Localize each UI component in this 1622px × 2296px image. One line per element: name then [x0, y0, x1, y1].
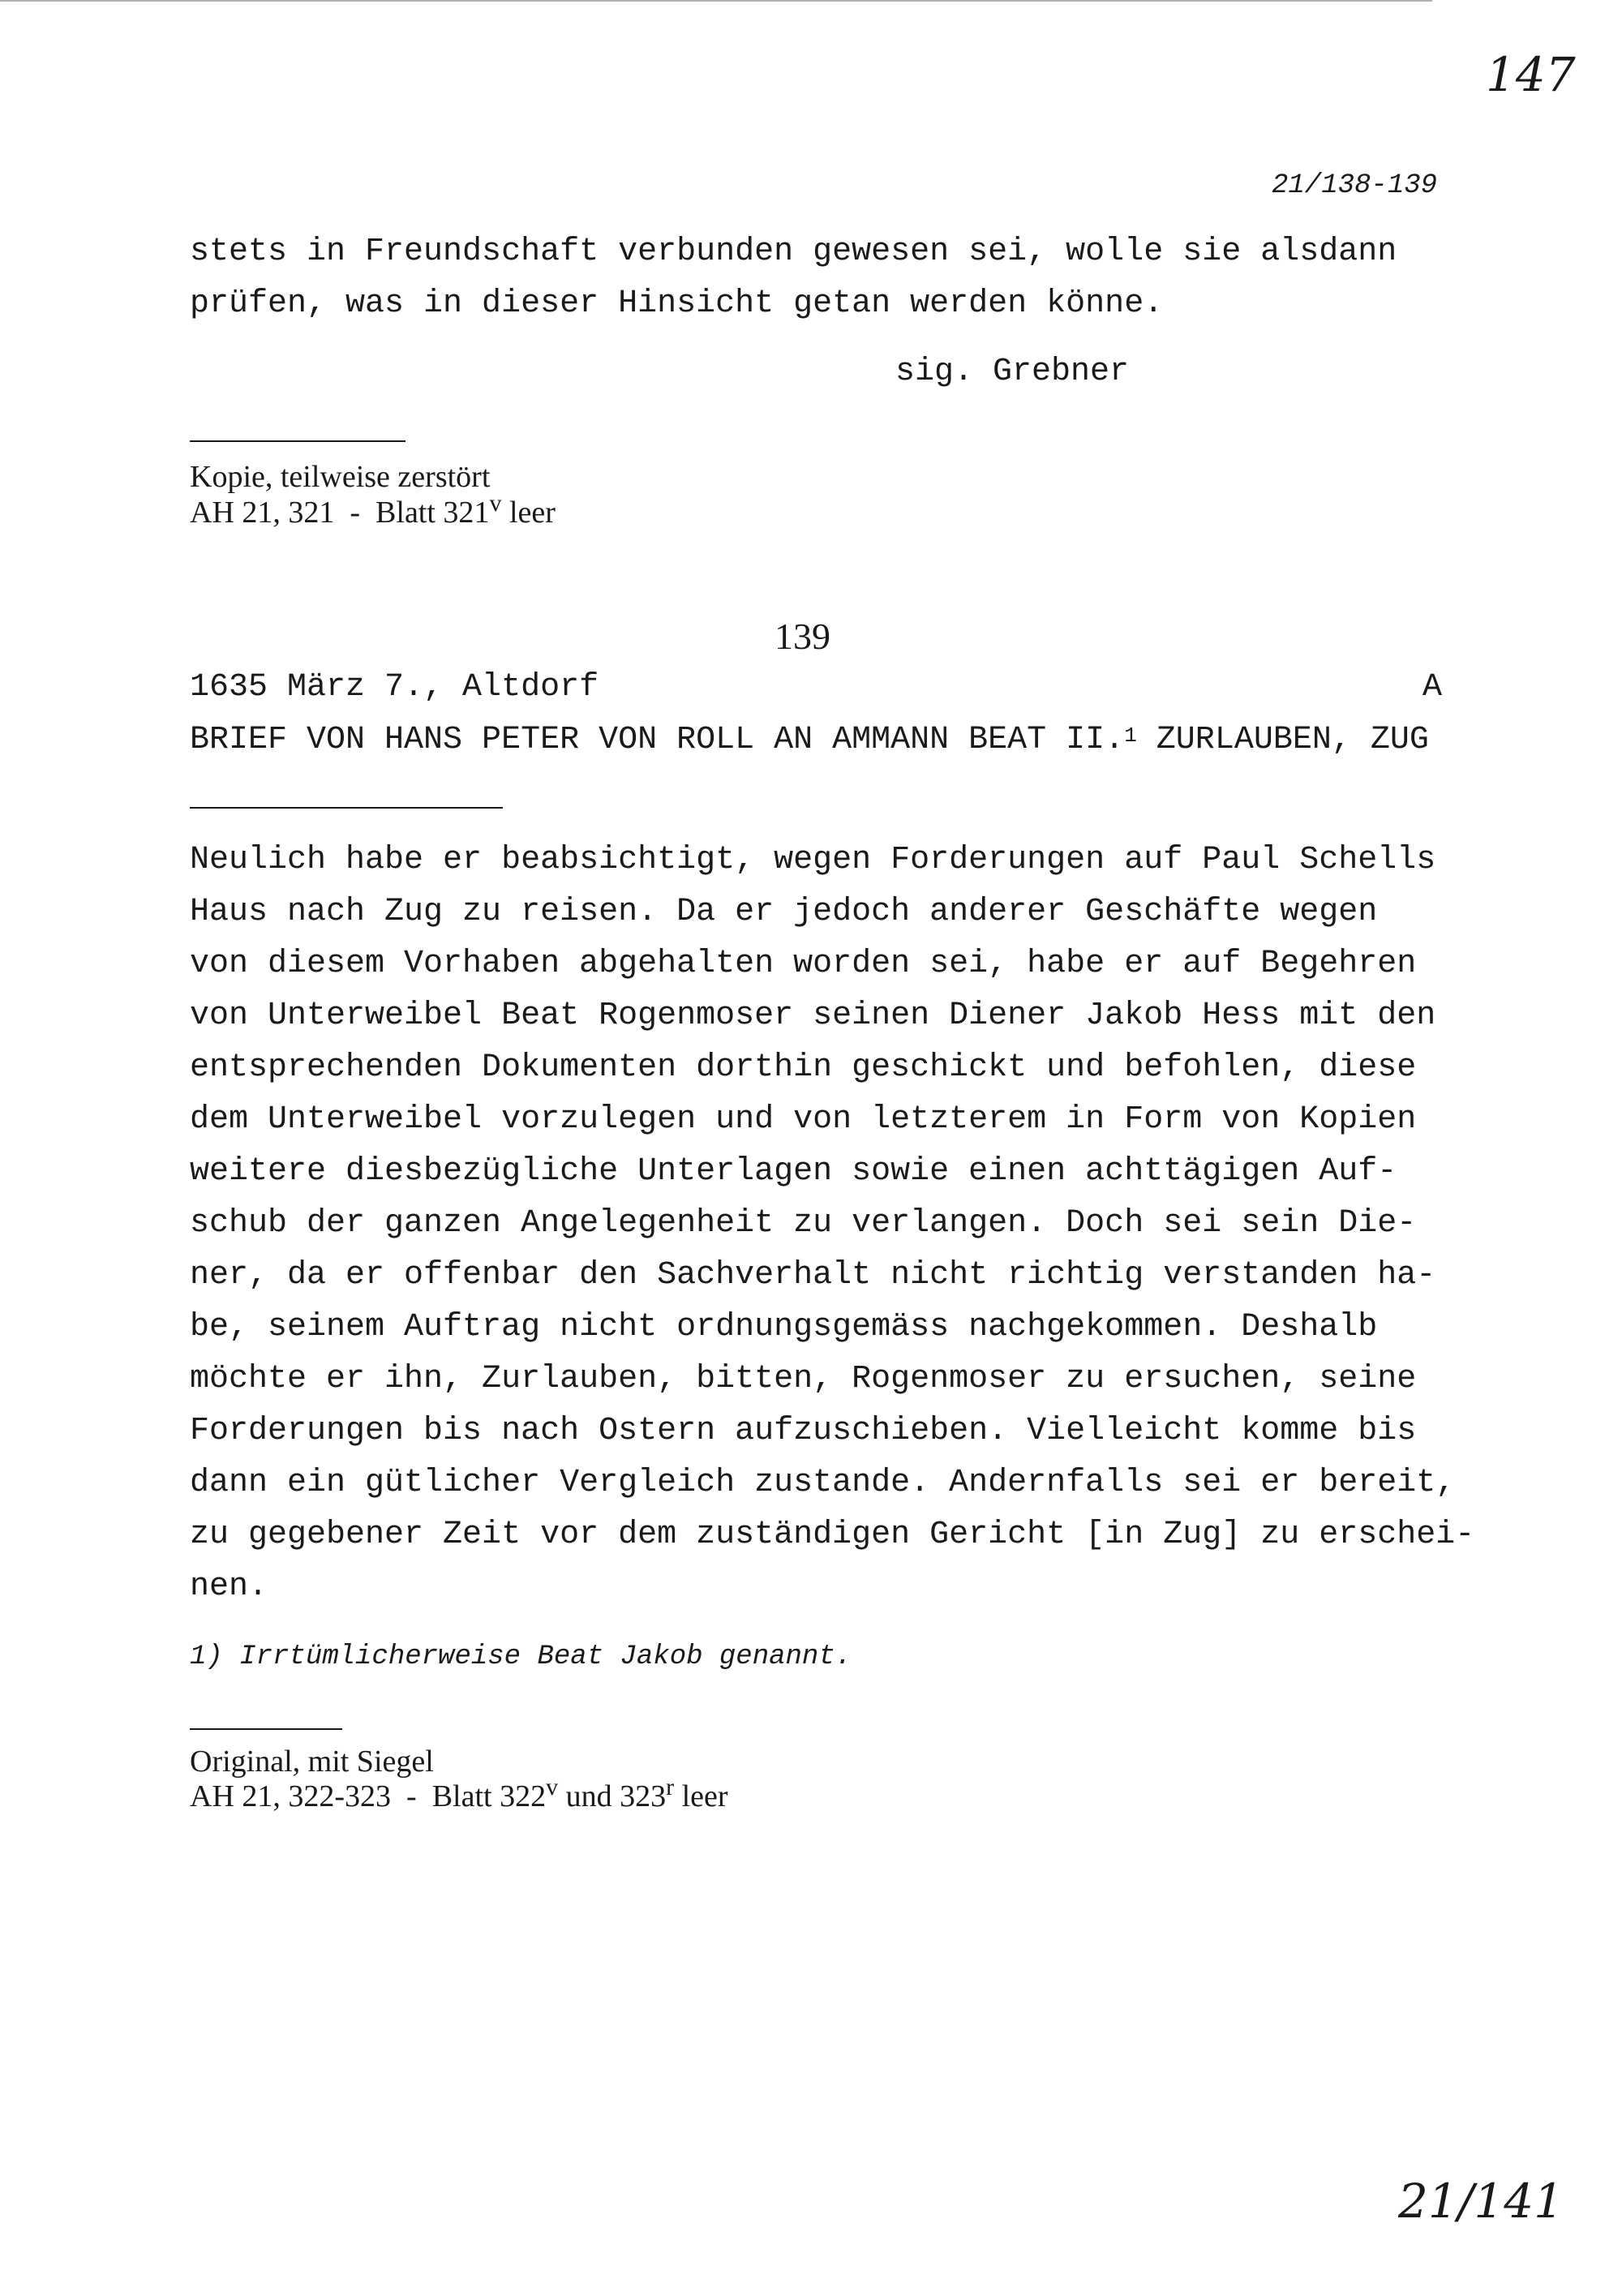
- body-line: ner, da er offenbar den Sachverhalt nicht richtig verstanden ha-: [190, 1257, 1436, 1294]
- divider-rule: [190, 807, 503, 809]
- source-ref: AH 21, 321 - Blatt 321: [190, 496, 490, 530]
- verso-superscript: v: [546, 1774, 559, 1800]
- body-line: von Unterweibel Beat Rogenmoser seinen Diener Jakob Hess mit den: [190, 998, 1436, 1034]
- footnote-marker: 1: [1124, 723, 1137, 748]
- body-line: Forderungen bis nach Ostern aufzuschieben. Vielleicht komme bis: [190, 1413, 1417, 1449]
- body-line: weitere diesbezügliche Unterlagen sowie einen achttägigen Auf-: [190, 1153, 1397, 1190]
- body-line: dem Unterweibel vorzulegen und von letzterem in Form von Kopien: [190, 1101, 1417, 1138]
- recto-superscript: r: [666, 1774, 675, 1800]
- footnote: 1) Irrtümlicherweise Beat Jakob genannt.: [190, 1642, 852, 1672]
- page-reference: 21/138-139: [1272, 170, 1438, 201]
- source-ref-tail: leer: [674, 1779, 728, 1813]
- document-mark: A: [1422, 669, 1443, 706]
- body-line: be, seinem Auftrag nicht ordnungsgemäss nachgekommen. Deshalb: [190, 1309, 1378, 1345]
- source-ref: AH 21, 322-323 - Blatt 322: [190, 1779, 547, 1813]
- text-line: stets in Freundschaft verbunden gewesen sei, wolle sie alsdann: [190, 234, 1397, 270]
- body-line: von diesem Vorhaben abgehalten worden sei, habe er auf Begehren: [190, 946, 1417, 982]
- body-line: zu gegebener Zeit vor dem zuständigen Gericht [in Zug] zu erschei-: [190, 1517, 1475, 1553]
- folio-stamp: 147: [1486, 47, 1576, 102]
- verso-superscript: v: [489, 490, 502, 517]
- title-text-tail: ZURLAUBEN, ZUG: [1136, 722, 1429, 758]
- divider-rule: [190, 440, 406, 442]
- body-line: Neulich habe er beabsichtigt, wegen Forderungen auf Paul Schells: [190, 842, 1436, 878]
- source-note-line: Kopie, teilweise zerstört: [190, 460, 491, 494]
- body-line: entsprechenden Dokumenten dorthin geschickt und befohlen, diese: [190, 1049, 1417, 1086]
- source-ref-tail: leer: [501, 496, 556, 530]
- scan-top-edge: [0, 0, 1432, 2]
- letter-title: [190, 722, 1429, 758]
- source-note-line: [190, 1774, 728, 1814]
- archive-stamp: 21/141: [1398, 2174, 1564, 2229]
- source-note-line: Original, mit Siegel: [190, 1745, 434, 1779]
- letter-number: 139: [775, 616, 830, 657]
- body-line: möchte er ihn, Zurlauben, bitten, Rogenmoser zu ersuchen, seine: [190, 1361, 1417, 1397]
- source-note-line: [190, 490, 556, 530]
- signature: sig. Grebner: [895, 354, 1130, 390]
- source-ref-mid: und 323: [558, 1779, 667, 1813]
- text-line: prüfen, was in dieser Hinsicht getan werden könne.: [190, 285, 1164, 322]
- body-line: schub der ganzen Angelegenheit zu verlangen. Doch sei sein Die-: [190, 1205, 1417, 1242]
- title-text: BRIEF VON HANS PETER VON ROLL AN AMMANN BEAT II.: [190, 722, 1125, 758]
- divider-rule: [190, 1728, 342, 1730]
- date-place: 1635 März 7., Altdorf: [190, 669, 599, 706]
- body-line: Haus nach Zug zu reisen. Da er jedoch anderer Geschäfte wegen: [190, 894, 1378, 930]
- body-line: nen.: [190, 1569, 268, 1605]
- body-line: dann ein gütlicher Vergleich zustande. Andernfalls sei er bereit,: [190, 1465, 1456, 1501]
